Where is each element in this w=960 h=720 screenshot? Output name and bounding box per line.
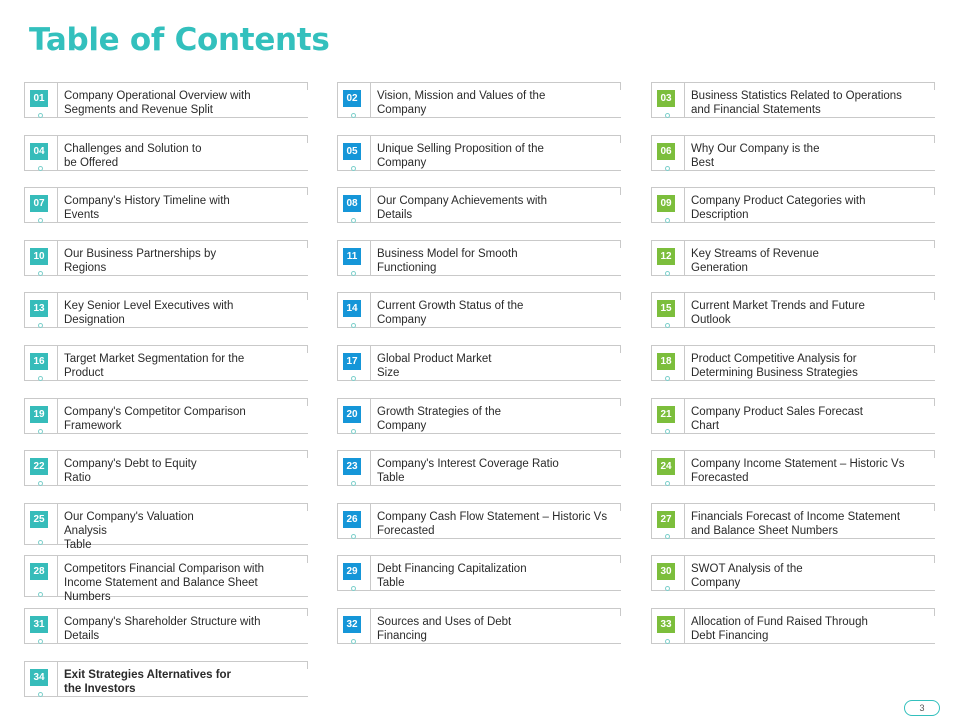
toc-item-label: Our Business Partnerships by Regions	[64, 248, 217, 274]
connector-dot-icon	[38, 376, 43, 381]
badge-box	[24, 451, 58, 485]
connector-dot-icon	[38, 540, 43, 545]
page-number: 3	[904, 700, 940, 716]
toc-item-label: Exit Strategies Alternatives for the Investors	[64, 669, 232, 695]
toc-item-17[interactable]	[337, 345, 621, 381]
badge-box	[651, 609, 685, 643]
connector-dot-icon	[351, 376, 356, 381]
badge-box	[24, 662, 58, 696]
toc-number-badge: 32	[343, 616, 361, 633]
toc-item-label: Business Statistics Related to Operations and Financial Statements	[691, 90, 902, 116]
toc-number-badge: 31	[30, 616, 48, 633]
badge-box	[24, 241, 58, 275]
toc-number-badge: 16	[30, 353, 48, 370]
toc-number-badge: 12	[657, 248, 675, 265]
toc-number-badge: 17	[343, 353, 361, 370]
badge-box	[651, 293, 685, 327]
toc-item-label: Key Streams of Revenue Generation	[691, 248, 819, 274]
toc-item-34[interactable]	[24, 661, 308, 697]
badge-box	[24, 346, 58, 380]
toc-item-label: Company's Shareholder Structure with Details	[64, 616, 261, 642]
toc-item-09[interactable]	[651, 187, 935, 223]
badge-box	[337, 188, 371, 222]
toc-item-20[interactable]	[337, 398, 621, 434]
toc-item-18[interactable]	[651, 345, 935, 381]
badge-box	[337, 83, 371, 117]
badge-box	[651, 188, 685, 222]
connector-dot-icon	[665, 218, 670, 223]
connector-dot-icon	[351, 113, 356, 118]
connector-dot-icon	[665, 166, 670, 171]
badge-box	[651, 136, 685, 170]
connector-dot-icon	[665, 323, 670, 328]
connector-dot-icon	[351, 586, 356, 591]
toc-item-label: Growth Strategies of the Company	[377, 406, 502, 432]
connector-dot-icon	[665, 376, 670, 381]
connector-dot-icon	[38, 113, 43, 118]
badge-box	[337, 241, 371, 275]
connector-dot-icon	[351, 218, 356, 223]
connector-dot-icon	[351, 429, 356, 434]
toc-number-badge: 18	[657, 353, 675, 370]
toc-item-label: Company's Interest Coverage Ratio Table	[377, 458, 559, 484]
badge-box	[337, 556, 371, 590]
toc-item-label: Company's History Timeline with Events	[64, 195, 230, 221]
badge-box	[337, 346, 371, 380]
toc-number-badge: 22	[30, 458, 48, 475]
badge-box	[24, 188, 58, 222]
toc-number-badge: 23	[343, 458, 361, 475]
connector-dot-icon	[38, 166, 43, 171]
toc-item-label: Company Product Sales Forecast Chart	[691, 406, 863, 432]
toc-item-33[interactable]	[651, 608, 935, 644]
toc-number-badge: 14	[343, 300, 361, 317]
toc-item-14[interactable]	[337, 292, 621, 328]
toc-item-24[interactable]	[651, 450, 935, 486]
toc-item-31[interactable]	[24, 608, 308, 644]
connector-dot-icon	[665, 534, 670, 539]
toc-item-25[interactable]	[24, 503, 308, 551]
badge-box	[24, 136, 58, 170]
page-title: Table of Contents	[29, 22, 330, 58]
toc-item-23[interactable]	[337, 450, 621, 486]
toc-number-badge: 19	[30, 406, 48, 423]
connector-dot-icon	[665, 639, 670, 644]
badge-box	[337, 451, 371, 485]
connector-dot-icon	[351, 323, 356, 328]
toc-number-badge: 34	[30, 669, 48, 686]
badge-box	[337, 609, 371, 643]
toc-item-label: Competitors Financial Comparison with Income Statement and Balance Sheet Numbers	[64, 563, 265, 603]
toc-item-15[interactable]	[651, 292, 935, 328]
toc-item-26[interactable]	[337, 503, 621, 539]
toc-item-label: Our Company's Valuation Analysis Table	[64, 511, 194, 551]
badge-box	[24, 293, 58, 327]
toc-item-28[interactable]	[24, 555, 308, 603]
toc-number-badge: 24	[657, 458, 675, 475]
badge-box	[337, 399, 371, 433]
toc-item-05[interactable]	[337, 135, 621, 171]
toc-number-badge: 20	[343, 406, 361, 423]
toc-item-label: Company Product Categories with Description	[691, 195, 866, 221]
badge-box	[24, 504, 58, 544]
badge-box	[651, 504, 685, 538]
toc-item-03[interactable]	[651, 82, 935, 118]
toc-number-badge: 15	[657, 300, 675, 317]
toc-item-30[interactable]	[651, 555, 935, 591]
toc-item-12[interactable]	[651, 240, 935, 276]
toc-item-label: Vision, Mission and Values of the Company	[377, 90, 546, 116]
toc-item-label: Business Model for Smooth Functioning	[377, 248, 518, 274]
toc-item-label: Company's Debt to Equity Ratio	[64, 458, 197, 484]
toc-number-badge: 21	[657, 406, 675, 423]
badge-box	[651, 451, 685, 485]
toc-number-badge: 08	[343, 195, 361, 212]
toc-number-badge: 09	[657, 195, 675, 212]
badge-box	[651, 556, 685, 590]
toc-item-label: Why Our Company is the Best	[691, 143, 820, 169]
toc-item-19[interactable]	[24, 398, 308, 434]
toc-item-04[interactable]	[24, 135, 308, 171]
toc-item-13[interactable]	[24, 292, 308, 328]
toc-item-01[interactable]	[24, 82, 308, 118]
toc-number-badge: 26	[343, 511, 361, 528]
toc-item-label: Key Senior Level Executives with Designation	[64, 300, 234, 326]
toc-number-badge: 25	[30, 511, 48, 528]
toc-number-badge: 13	[30, 300, 48, 317]
connector-dot-icon	[351, 481, 356, 486]
toc-number-badge: 29	[343, 563, 361, 580]
toc-item-label: Financials Forecast of Income Statement and Balance Sheet Numbers	[691, 511, 901, 537]
badge-box	[651, 83, 685, 117]
badge-box	[337, 293, 371, 327]
toc-item-08[interactable]	[337, 187, 621, 223]
toc-number-badge: 30	[657, 563, 675, 580]
toc-item-label: Global Product Market Size	[377, 353, 492, 379]
connector-dot-icon	[665, 481, 670, 486]
toc-item-16[interactable]	[24, 345, 308, 381]
toc-number-badge: 27	[657, 511, 675, 528]
badge-box	[24, 556, 58, 596]
toc-item-label: Current Growth Status of the Company	[377, 300, 524, 326]
toc-item-label: Challenges and Solution to be Offered	[64, 143, 202, 169]
badge-box	[337, 504, 371, 538]
toc-item-label: Company Operational Overview with Segments and Revenue Split	[64, 90, 251, 116]
connector-dot-icon	[665, 271, 670, 276]
badge-box	[24, 399, 58, 433]
toc-item-11[interactable]	[337, 240, 621, 276]
badge-box	[651, 346, 685, 380]
toc-number-badge: 06	[657, 143, 675, 160]
connector-dot-icon	[665, 429, 670, 434]
connector-dot-icon	[38, 218, 43, 223]
connector-dot-icon	[351, 271, 356, 276]
toc-number-badge: 03	[657, 90, 675, 107]
toc-item-label: Company Cash Flow Statement – Historic Vs Forecasted	[377, 511, 608, 537]
connector-dot-icon	[38, 429, 43, 434]
toc-number-badge: 33	[657, 616, 675, 633]
toc-number-badge: 10	[30, 248, 48, 265]
toc-item-02[interactable]	[337, 82, 621, 118]
toc-number-badge: 11	[343, 248, 361, 265]
toc-number-badge: 01	[30, 90, 48, 107]
connector-dot-icon	[351, 534, 356, 539]
connector-dot-icon	[38, 271, 43, 276]
badge-box	[24, 609, 58, 643]
badge-box	[337, 136, 371, 170]
toc-item-29[interactable]	[337, 555, 621, 591]
toc-number-badge: 05	[343, 143, 361, 160]
connector-dot-icon	[665, 586, 670, 591]
toc-item-27[interactable]	[651, 503, 935, 539]
connector-dot-icon	[665, 113, 670, 118]
toc-item-label: SWOT Analysis of the Company	[691, 563, 803, 589]
toc-item-32[interactable]	[337, 608, 621, 644]
badge-box	[24, 83, 58, 117]
connector-dot-icon	[38, 592, 43, 597]
toc-item-label: Sources and Uses of Debt Financing	[377, 616, 512, 642]
toc-item-06[interactable]	[651, 135, 935, 171]
connector-dot-icon	[351, 166, 356, 171]
toc-item-label: Product Competitive Analysis for Determining Business Strategies	[691, 353, 858, 379]
connector-dot-icon	[38, 692, 43, 697]
toc-item-10[interactable]	[24, 240, 308, 276]
toc-number-badge: 02	[343, 90, 361, 107]
connector-dot-icon	[38, 481, 43, 486]
toc-item-label: Debt Financing Capitalization Table	[377, 563, 527, 589]
toc-item-label: Our Company Achievements with Details	[377, 195, 548, 221]
toc-item-07[interactable]	[24, 187, 308, 223]
toc-item-label: Target Market Segmentation for the Product	[64, 353, 245, 379]
badge-box	[651, 399, 685, 433]
toc-item-label: Unique Selling Proposition of the Company	[377, 143, 544, 169]
connector-dot-icon	[351, 639, 356, 644]
connector-dot-icon	[38, 323, 43, 328]
toc-item-label: Current Market Trends and Future Outlook	[691, 300, 865, 326]
badge-box	[651, 241, 685, 275]
connector-dot-icon	[38, 639, 43, 644]
toc-item-label: Allocation of Fund Raised Through Debt Financing	[691, 616, 868, 642]
toc-number-badge: 28	[30, 563, 48, 580]
toc-item-label: Company's Competitor Comparison Framework	[64, 406, 246, 432]
toc-item-label: Company Income Statement – Historic Vs Forecasted	[691, 458, 905, 484]
toc-item-21[interactable]	[651, 398, 935, 434]
toc-item-22[interactable]	[24, 450, 308, 486]
toc-number-badge: 04	[30, 143, 48, 160]
toc-number-badge: 07	[30, 195, 48, 212]
